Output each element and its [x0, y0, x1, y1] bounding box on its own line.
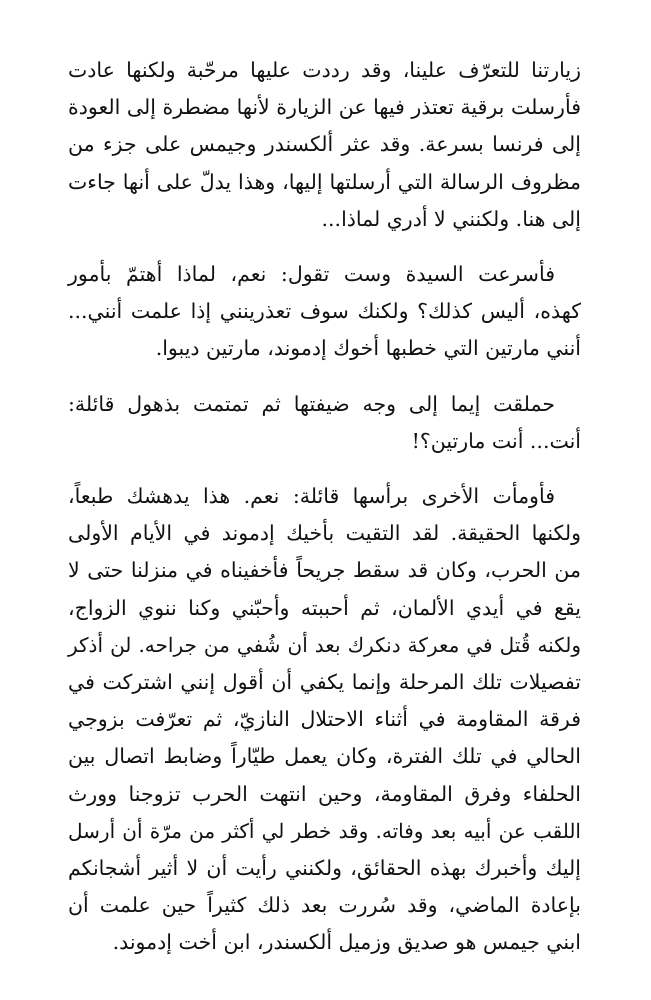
text-line: إليك وأخبرك بهذه الحقائق، ولكنني رأيت أن لا أثير أشجانكم — [68, 856, 581, 881]
text-line: مظروف الرسالة التي أرسلتها إليها، وهذا يدلّ على أنها جاءت — [68, 169, 581, 194]
text-line: كهذه، أليس كذلك؟ ولكنك سوف تعذرينني إذا علمت أنني... — [68, 299, 581, 324]
paragraph-1 — [68, 52, 581, 238]
text-line: أنت... أنت مارتين؟! — [411, 428, 581, 453]
paragraph-2 — [68, 256, 581, 368]
text-line: يقع في أيدي الألمان، ثم أحببته وأحبّني وكنا ننوي الزواج، — [68, 595, 581, 620]
text-line: فأرسلت برقية تعتذر فيها عن الزيارة لأنها مضطرة إلى العودة — [68, 95, 581, 120]
text-line: فرقة المقاومة في أثناء الاحتلال النازيّ، ثم تعرّفت بزوجي — [68, 707, 581, 732]
text-line: من الحرب، وكان قد سقط جريحاً فأخفيناه في منزلنا حتى لا — [68, 558, 581, 583]
text-line: الحالي في تلك الفترة، وكان يعمل طيّاراً وضابط اتصال بين — [68, 744, 581, 769]
text-line: حملقت إيما إلى وجه ضيفتها ثم تمتمت بذهول قائلة: — [68, 391, 555, 416]
text-line: بإعادة الماضي، وقد سُررت بعد ذلك كثيراً حين علمت أن — [68, 893, 581, 918]
text-line: فأسرعت السيدة وست تقول: نعم، لماذا أهتمّ بأمور — [68, 262, 555, 287]
paragraph-3 — [68, 386, 581, 460]
text-line: ولكنها الحقيقة. لقد التقيت بأخيك إدموند في الأيام الأولى — [68, 521, 581, 546]
text-line: اللقب عن أبيه بعد وفاته. وقد خطر لي أكثر من مرّة أن أرسل — [68, 818, 581, 843]
body-text — [68, 52, 581, 980]
text-line: إلى فرنسا بسرعة. وقد عثر ألكسندر وجيمس على جزء من — [68, 132, 581, 157]
text-line: إلى هنا. ولكنني لا أدري لماذا... — [321, 206, 581, 231]
text-line: فأومأت الأخرى برأسها قائلة: نعم. هذا يدهشك طبعاً، — [68, 484, 555, 509]
text-line: الحلفاء وفرق المقاومة، وحين انتهت الحرب تزوجنا وورث — [68, 781, 581, 806]
text-line: ولكنه قُتل في معركة دنكرك بعد أن شُفي من جراحه. لن أذكر — [68, 632, 581, 657]
text-line: أنني مارتين التي خطبها أخوك إدموند، مارتين ديبوا. — [155, 336, 581, 361]
text-line: تفصيلات تلك المرحلة وإنما يكفي أن أقول إنني اشتركت في — [68, 670, 581, 695]
text-line: زيارتنا للتعرّف علينا، وقد رددت عليها مرحّبة ولكنها عادت — [68, 58, 581, 82]
text-line: ابني جيمس هو صديق وزميل ألكسندر، ابن أخت إدموند. — [112, 930, 581, 955]
paragraph-4 — [68, 478, 581, 962]
